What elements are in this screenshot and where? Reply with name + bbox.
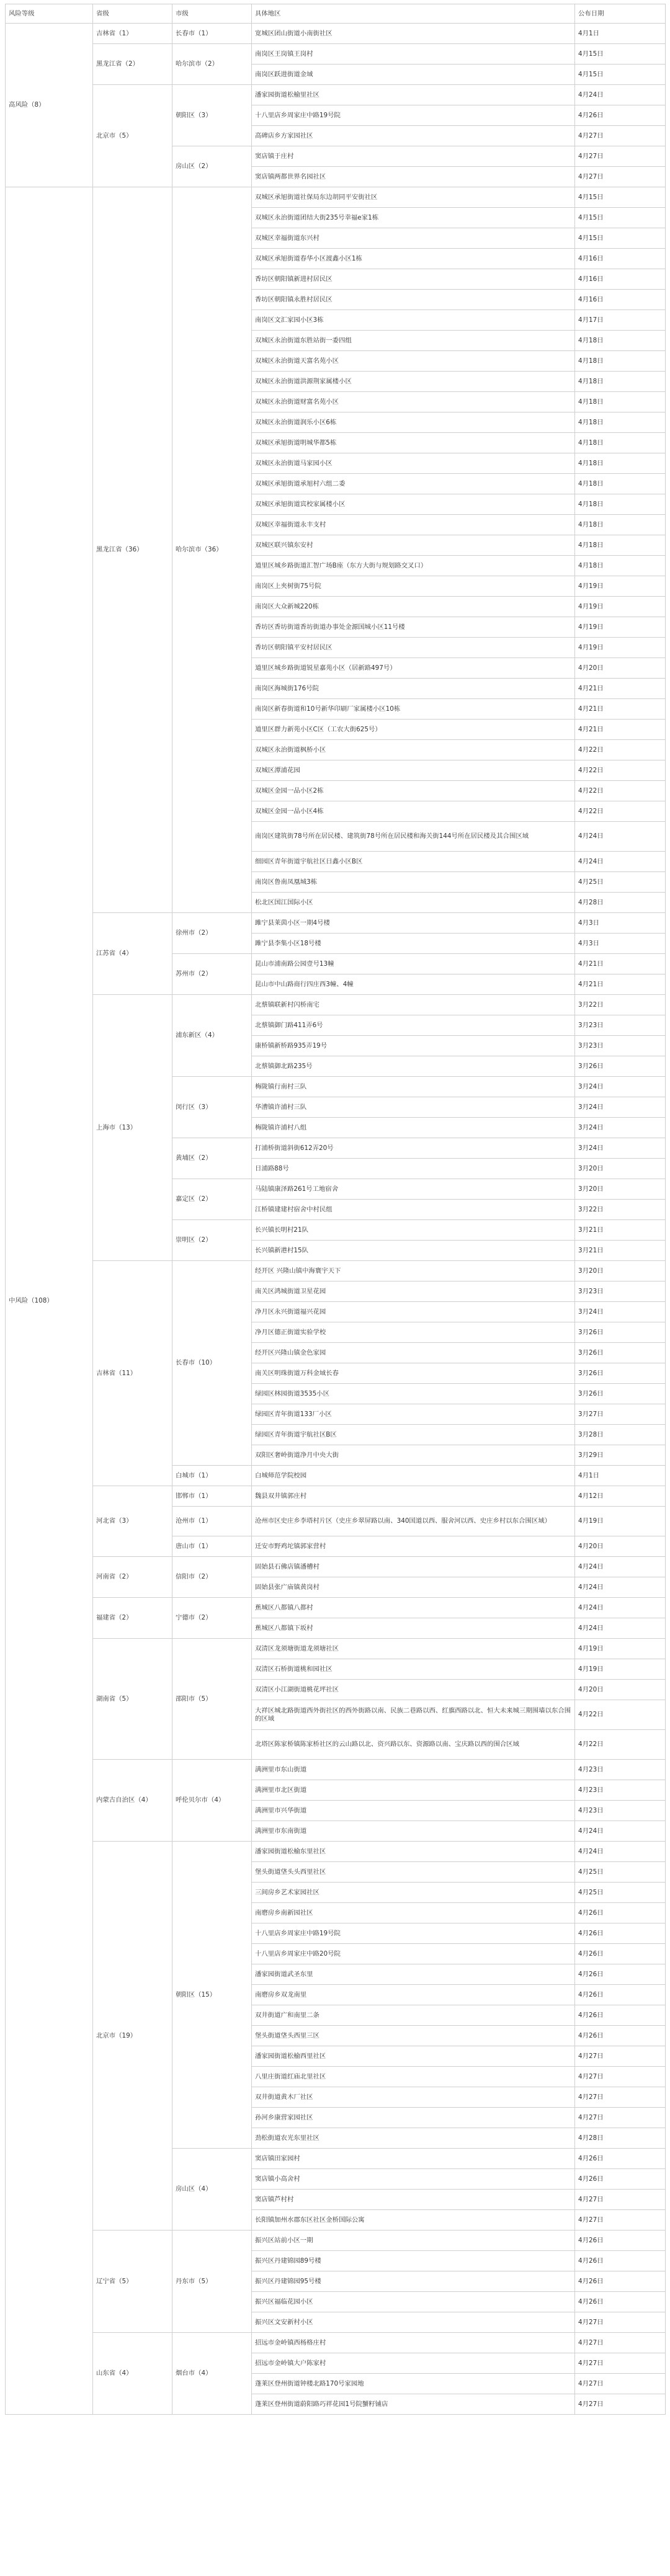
area-cell: 长兴镇长明村21队 [252, 1220, 575, 1241]
area-cell: 双城区金园一品小区2栋 [252, 781, 575, 801]
date-cell: 4月23日 [575, 1780, 666, 1801]
date-cell: 3月23日 [575, 1015, 666, 1036]
area-cell: 招远市金岭镇西杨格庄村 [252, 2333, 575, 2353]
date-cell: 3月22日 [575, 995, 666, 1015]
date-cell: 4月15日 [575, 208, 666, 228]
area-cell: 潘家园街道武圣东里 [252, 1964, 575, 1985]
city-cell: 哈尔滨市（2） [172, 44, 252, 85]
date-cell: 4月22日 [575, 740, 666, 760]
date-cell: 4月24日 [575, 1618, 666, 1639]
date-cell: 4月21日 [575, 974, 666, 995]
date-cell: 4月26日 [575, 2271, 666, 2292]
area-cell: 固始县张广庙镇黄岗村 [252, 1577, 575, 1598]
area-cell: 南岗区文汇家园小区3栋 [252, 310, 575, 331]
area-cell: 道里区群力新苑小区C区（工农大街625号） [252, 720, 575, 740]
province-cell: 内蒙古自治区（4） [93, 1760, 172, 1842]
area-cell: 孙河乡康营家园社区 [252, 2108, 575, 2128]
date-cell: 3月20日 [575, 1179, 666, 1200]
city-cell: 邯郸市（1） [172, 1486, 252, 1507]
area-cell: 蕉城区八都镇八都村 [252, 1598, 575, 1618]
date-cell: 4月18日 [575, 556, 666, 576]
area-cell: 南岗区大众新城220栋 [252, 597, 575, 617]
city-cell: 朝阳区（15） [172, 1842, 252, 2149]
area-cell: 双城区永治街道枫桥小区 [252, 740, 575, 760]
area-cell: 十八里店乡周家庄中路20号院 [252, 1944, 575, 1964]
area-cell: 北蔡镇御北路235号 [252, 1056, 575, 1077]
risk-level-cell: 高风险（8） [6, 24, 93, 187]
date-cell: 4月19日 [575, 1639, 666, 1659]
date-cell: 4月24日 [575, 852, 666, 872]
city-cell: 崇明区（2） [172, 1220, 252, 1261]
area-cell: 经开区 兴隆山镇中海寰宇天下 [252, 1261, 575, 1281]
area-cell: 南岗区新春街道和10号新华印刷厂家属楼小区10栋 [252, 699, 575, 720]
area-cell: 满洲里市东南街道 [252, 1821, 575, 1842]
city-cell: 房山区（4） [172, 2149, 252, 2231]
date-cell: 4月18日 [575, 351, 666, 372]
date-cell: 4月26日 [575, 2026, 666, 2046]
date-cell: 4月18日 [575, 331, 666, 351]
province-cell: 上海市（13） [93, 995, 172, 1261]
date-cell: 3月26日 [575, 1384, 666, 1404]
province-cell: 吉林省（1） [93, 24, 172, 44]
area-cell: 南岗区海城街176号院 [252, 679, 575, 699]
date-cell: 4月24日 [575, 1577, 666, 1598]
area-cell: 双城区永治街道洪源荆家属楼小区 [252, 372, 575, 392]
area-cell: 南关区明珠街道万科金域长春 [252, 1363, 575, 1384]
date-cell: 3月28日 [575, 1425, 666, 1445]
date-cell: 4月20日 [575, 1680, 666, 1700]
date-cell: 4月18日 [575, 515, 666, 535]
header-date: 公布日期 [575, 4, 666, 24]
city-cell: 丹东市（5） [172, 2231, 252, 2333]
city-cell: 长春市（10） [172, 1261, 252, 1466]
date-cell: 4月28日 [575, 2128, 666, 2149]
area-cell: 马陆镇康泽路261号工地宿舍 [252, 1179, 575, 1200]
area-cell: 沧州市区史庄乡李塔村片区（史庄乡翠屏路以南、340国道以西、服舍河以西、史庄乡村以东合围区域） [252, 1507, 575, 1536]
area-cell: 宽城区团山街道小南街社区 [252, 24, 575, 44]
date-cell: 4月21日 [575, 679, 666, 699]
area-cell: 八里庄街道红庙北里社区 [252, 2067, 575, 2087]
date-cell: 4月23日 [575, 1801, 666, 1821]
date-cell: 4月18日 [575, 474, 666, 494]
header-city: 市级 [172, 4, 252, 24]
area-cell: 梅陇镇许浦村八组 [252, 1118, 575, 1138]
date-cell: 4月12日 [575, 1486, 666, 1507]
area-cell: 南岗区王岗镇王岗村 [252, 44, 575, 65]
date-cell: 4月15日 [575, 44, 666, 65]
city-cell: 浦东新区（4） [172, 995, 252, 1077]
date-cell: 4月21日 [575, 699, 666, 720]
area-cell: 堡头街道垡头西里三区 [252, 2026, 575, 2046]
area-cell: 双阳区奢岭街道净月中央大街 [252, 1445, 575, 1466]
area-cell: 振兴区站前小区一期 [252, 2231, 575, 2251]
table-header-row [6, 4, 666, 24]
area-cell: 绿园区林园街道3535小区 [252, 1384, 575, 1404]
table-row [6, 1639, 666, 1659]
date-cell: 4月27日 [575, 2108, 666, 2128]
area-cell: 梅陇镇行南村三队 [252, 1077, 575, 1097]
date-cell: 3月24日 [575, 1077, 666, 1097]
area-cell: 香坊区朝阳镇平安村居民区 [252, 638, 575, 658]
area-cell: 南磨房乡双龙南里 [252, 1985, 575, 2005]
date-cell: 3月26日 [575, 1363, 666, 1384]
area-cell: 净月区永兴街道福兴花园 [252, 1302, 575, 1322]
table-row [6, 44, 666, 65]
city-cell: 呼伦贝尔市（4） [172, 1760, 252, 1842]
city-cell: 徐州市（2） [172, 913, 252, 954]
date-cell: 4月27日 [575, 126, 666, 146]
area-cell: 香坊区朝阳镇新进村居民区 [252, 269, 575, 290]
area-cell: 昆山市浦南路公园壹号13幢 [252, 954, 575, 974]
date-cell: 4月27日 [575, 2333, 666, 2353]
date-cell: 3月24日 [575, 1118, 666, 1138]
date-cell: 3月26日 [575, 1056, 666, 1077]
date-cell: 4月16日 [575, 269, 666, 290]
date-cell: 4月3日 [575, 913, 666, 934]
date-cell: 4月26日 [575, 2005, 666, 2026]
area-cell: 蓬莱区登州街道钟楼北路170号家园地 [252, 2374, 575, 2394]
date-cell: 4月25日 [575, 1883, 666, 1903]
area-cell: 窦店镇两都世界名园社区 [252, 167, 575, 187]
date-cell: 4月24日 [575, 1842, 666, 1862]
area-cell: 细园区青年街道宇航社区日鑫小区B区 [252, 852, 575, 872]
area-cell: 绿园区青年街道133厂小区 [252, 1404, 575, 1425]
header-risk-level: 风险等级 [6, 4, 93, 24]
area-cell: 松北区国江国际小区 [252, 893, 575, 913]
area-cell: 南岗区上夹树街75号院 [252, 576, 575, 597]
date-cell: 4月27日 [575, 2374, 666, 2394]
date-cell: 4月18日 [575, 392, 666, 412]
city-cell: 苏州市（2） [172, 954, 252, 995]
area-cell: 双城区幸福街道永丰支村 [252, 515, 575, 535]
date-cell: 4月27日 [575, 167, 666, 187]
area-cell: 窦店镇于庄村 [252, 146, 575, 167]
date-cell: 4月19日 [575, 597, 666, 617]
date-cell: 4月26日 [575, 1903, 666, 1923]
area-cell: 绿园区青年街道宇航社区B区 [252, 1425, 575, 1445]
date-cell: 4月24日 [575, 85, 666, 105]
area-cell: 窦店镇小高舍村 [252, 2169, 575, 2190]
date-cell: 4月16日 [575, 290, 666, 310]
date-cell: 4月24日 [575, 1598, 666, 1618]
header-province: 省级 [93, 4, 172, 24]
city-cell: 白城市（1） [172, 1466, 252, 1486]
city-cell: 信阳市（2） [172, 1557, 252, 1598]
area-cell: 三间房乡艺术家园社区 [252, 1883, 575, 1903]
date-cell: 4月21日 [575, 954, 666, 974]
area-cell: 香坊区香坊街道香坊街道办事处金源国城小区11号楼 [252, 617, 575, 638]
date-cell: 4月22日 [575, 781, 666, 801]
date-cell: 4月27日 [575, 2312, 666, 2333]
area-cell: 满洲里市兴华街道 [252, 1801, 575, 1821]
date-cell: 4月24日 [575, 1557, 666, 1577]
area-cell: 潘家园街道松榆西里社区 [252, 2046, 575, 2067]
province-cell: 福建省（2） [93, 1598, 172, 1639]
date-cell: 4月1日 [575, 1466, 666, 1486]
date-cell: 4月19日 [575, 1659, 666, 1680]
date-cell: 3月26日 [575, 1343, 666, 1363]
date-cell: 4月26日 [575, 1985, 666, 2005]
date-cell: 4月27日 [575, 2353, 666, 2374]
province-cell: 黑龙江省（36） [93, 187, 172, 913]
date-cell: 3月27日 [575, 1404, 666, 1425]
date-cell: 4月25日 [575, 872, 666, 893]
province-cell: 辽宁省（5） [93, 2231, 172, 2333]
date-cell: 3月21日 [575, 1220, 666, 1241]
area-cell: 双城区永治街道财富名苑小区 [252, 392, 575, 412]
table-row [6, 1598, 666, 1618]
date-cell: 4月26日 [575, 2149, 666, 2169]
area-cell: 双城区永治街道润乐小区6栋 [252, 412, 575, 433]
date-cell: 4月24日 [575, 1821, 666, 1842]
city-cell: 长春市（1） [172, 24, 252, 44]
date-cell: 4月26日 [575, 2169, 666, 2190]
area-cell: 大祥区城北路街道西外街社区的西外街路以南、民族二巷路以西、红旗西路以北、恒大未来城三期围墙以东合围的区域 [252, 1700, 575, 1730]
area-cell: 道里区城乡路街道锐星嘉苑小区（居新路497号） [252, 658, 575, 679]
province-cell: 湖南省（5） [93, 1639, 172, 1760]
area-cell: 固始县石佛店镇潘槽村 [252, 1557, 575, 1577]
area-cell: 高碑店乡方家园社区 [252, 126, 575, 146]
date-cell: 3月24日 [575, 1302, 666, 1322]
date-cell: 4月20日 [575, 658, 666, 679]
date-cell: 4月18日 [575, 412, 666, 433]
date-cell: 4月26日 [575, 1944, 666, 1964]
table-row [6, 1760, 666, 1780]
area-cell: 白城师范学院校园 [252, 1466, 575, 1486]
city-cell: 宁德市（2） [172, 1598, 252, 1639]
area-cell: 劲松街道农光东里社区 [252, 2128, 575, 2149]
area-cell: 双清区小江湖街道桃花坪社区 [252, 1680, 575, 1700]
city-cell: 黄埔区（2） [172, 1138, 252, 1179]
area-cell: 长兴镇新港村15队 [252, 1241, 575, 1261]
area-cell: 双城区幸福街道东兴村 [252, 228, 575, 249]
date-cell: 4月27日 [575, 2210, 666, 2231]
date-cell: 4月22日 [575, 1700, 666, 1730]
date-cell: 4月16日 [575, 249, 666, 269]
area-cell: 长阳镇加州水郡东区社区金桥国际公寓 [252, 2210, 575, 2231]
table-row [6, 85, 666, 105]
date-cell: 4月25日 [575, 1862, 666, 1883]
date-cell: 4月26日 [575, 2231, 666, 2251]
area-cell: 双清区石桥街道桃和园社区 [252, 1659, 575, 1680]
table-row [6, 187, 666, 208]
province-cell: 吉林省（11） [93, 1261, 172, 1486]
risk-level-cell: 中风险（108） [6, 187, 93, 2415]
table-row [6, 1842, 666, 1862]
table-row [6, 2231, 666, 2251]
area-cell: 北蔡镇御门路411弄6号 [252, 1015, 575, 1036]
date-cell: 3月24日 [575, 1097, 666, 1118]
area-cell: 十八里店乡周家庄中路19号院 [252, 105, 575, 126]
area-cell: 双城区承旭街道宾校家属楼小区 [252, 494, 575, 515]
date-cell: 4月27日 [575, 2046, 666, 2067]
table-row [6, 2333, 666, 2353]
area-cell: 双井街道黄木厂社区 [252, 2087, 575, 2108]
area-cell: 双城区金园一品小区4栋 [252, 801, 575, 822]
city-cell: 哈尔滨市（36） [172, 187, 252, 913]
date-cell: 3月23日 [575, 1281, 666, 1302]
area-cell: 双城区承旭街道承旭村六组二委 [252, 474, 575, 494]
area-cell: 南岗区建筑街78号所在居民楼、建筑街78号所在居民楼和海关街144号所在居民楼及其合围区域 [252, 822, 575, 852]
table-row [6, 24, 666, 44]
city-cell: 嘉定区（2） [172, 1179, 252, 1220]
city-cell: 唐山市（1） [172, 1536, 252, 1557]
city-cell: 邵阳市（5） [172, 1639, 252, 1760]
area-cell: 潘家园街道松榆里社区 [252, 85, 575, 105]
area-cell: 北塔区陈家桥镇陈家桥社区的云山路以北、资兴路以东、资源路以南、宝庆路以西的围合区域 [252, 1730, 575, 1760]
date-cell: 4月15日 [575, 228, 666, 249]
date-cell: 4月22日 [575, 1730, 666, 1760]
date-cell: 4月18日 [575, 453, 666, 474]
area-cell: 双城区承旭街道春华小区渡鑫小区1栋 [252, 249, 575, 269]
table-row [6, 1261, 666, 1281]
date-cell: 4月26日 [575, 105, 666, 126]
date-cell: 4月19日 [575, 638, 666, 658]
area-cell: 蓬莱区登州街道蔚阳路巧祥花园1号院蟹籽铺店 [252, 2394, 575, 2415]
date-cell: 4月24日 [575, 822, 666, 852]
date-cell: 4月18日 [575, 372, 666, 392]
area-cell: 蕉城区八都镇下坂村 [252, 1618, 575, 1639]
date-cell: 4月27日 [575, 2394, 666, 2415]
table-body [6, 24, 666, 2415]
area-cell: 江桥镇建建村宿舍中村民组 [252, 1200, 575, 1220]
city-cell: 沧州市（1） [172, 1507, 252, 1536]
date-cell: 4月18日 [575, 433, 666, 453]
area-cell: 潘家园街道松榆东里社区 [252, 1842, 575, 1862]
table-row [6, 995, 666, 1015]
area-cell: 香坊区朝阳镇永胜村居民区 [252, 290, 575, 310]
date-cell: 3月21日 [575, 1241, 666, 1261]
province-cell: 黑龙江省（2） [93, 44, 172, 85]
date-cell: 4月22日 [575, 801, 666, 822]
date-cell: 4月27日 [575, 2087, 666, 2108]
province-cell: 河南省（2） [93, 1557, 172, 1598]
area-cell: 窦店镇田家园村 [252, 2149, 575, 2169]
table-row [6, 1486, 666, 1507]
date-cell: 4月26日 [575, 2251, 666, 2271]
province-cell: 江苏省（4） [93, 913, 172, 995]
city-cell: 烟台市（4） [172, 2333, 252, 2415]
area-cell: 道里区城乡路街道汇智广场B座（东方大街与规划路交叉口） [252, 556, 575, 576]
area-cell: 南岗区跃进街道金域 [252, 65, 575, 85]
area-cell: 双城区永治街道马家园小区 [252, 453, 575, 474]
date-cell: 3月29日 [575, 1445, 666, 1466]
date-cell: 3月20日 [575, 1261, 666, 1281]
area-cell: 魏县双井镇郭庄村 [252, 1486, 575, 1507]
date-cell: 4月15日 [575, 65, 666, 85]
province-cell: 北京市（5） [93, 85, 172, 187]
date-cell: 4月26日 [575, 1964, 666, 1985]
area-cell: 双井街道广和南里二条 [252, 2005, 575, 2026]
date-cell: 4月28日 [575, 893, 666, 913]
area-cell: 雎宁县李集小区18号楼 [252, 934, 575, 954]
date-cell: 4月19日 [575, 617, 666, 638]
province-cell: 河北省（3） [93, 1486, 172, 1557]
date-cell: 4月3日 [575, 934, 666, 954]
risk-area-table [5, 4, 666, 2415]
area-cell: 双城区承旭街道社保局东边胡同平安街社区 [252, 187, 575, 208]
date-cell: 4月19日 [575, 1507, 666, 1536]
date-cell: 4月15日 [575, 187, 666, 208]
date-cell: 3月20日 [575, 1159, 666, 1179]
date-cell: 4月27日 [575, 146, 666, 167]
area-cell: 双城区联兴镇东安村 [252, 535, 575, 556]
area-cell: 十八里店乡周家庄中路19号院 [252, 1923, 575, 1944]
area-cell: 堡头街道垡头头西里社区 [252, 1862, 575, 1883]
date-cell: 4月23日 [575, 1760, 666, 1780]
area-cell: 满洲里市东山街道 [252, 1760, 575, 1780]
area-cell: 经开区兴隆山镇金色家园 [252, 1343, 575, 1363]
area-cell: 振兴区文安新村小区 [252, 2312, 575, 2333]
date-cell: 3月23日 [575, 1036, 666, 1056]
date-cell: 3月26日 [575, 1322, 666, 1343]
area-cell: 窦店镇芦村村 [252, 2190, 575, 2210]
date-cell: 4月18日 [575, 494, 666, 515]
area-cell: 南关区鸿城街道卫星花园 [252, 1281, 575, 1302]
area-cell: 昆山市中山路商行四庄西3幢、4幢 [252, 974, 575, 995]
area-cell: 打浦桥街道斜街612弄20号 [252, 1138, 575, 1159]
date-cell: 4月22日 [575, 760, 666, 781]
date-cell: 4月26日 [575, 1923, 666, 1944]
city-cell: 朝阳区（3） [172, 85, 252, 146]
area-cell: 净月区德正街道实验学校 [252, 1322, 575, 1343]
date-cell: 4月27日 [575, 2190, 666, 2210]
area-cell: 日浦路88号 [252, 1159, 575, 1179]
date-cell: 4月19日 [575, 576, 666, 597]
area-cell: 招远市金岭镇大户陈家村 [252, 2353, 575, 2374]
header-area: 具体地区 [252, 4, 575, 24]
area-cell: 双城区永治街道东胜站街一委四组 [252, 331, 575, 351]
date-cell: 3月22日 [575, 1200, 666, 1220]
area-cell: 满洲里市北区街道 [252, 1780, 575, 1801]
table-row [6, 913, 666, 934]
date-cell: 3月24日 [575, 1138, 666, 1159]
area-cell: 雎宁县莱茵小区一期4号楼 [252, 913, 575, 934]
area-cell: 南磨房乡南新园社区 [252, 1903, 575, 1923]
area-cell: 振兴区丹建锦园89号楼 [252, 2251, 575, 2271]
area-cell: 双城区承旭街道明城华都5栋 [252, 433, 575, 453]
area-cell: 华漕镇许浦村三队 [252, 1097, 575, 1118]
date-cell: 4月21日 [575, 720, 666, 740]
province-cell: 北京市（19） [93, 1842, 172, 2231]
area-cell: 双城区永治街道团结大街235号幸福e家1栋 [252, 208, 575, 228]
date-cell: 4月1日 [575, 24, 666, 44]
date-cell: 4月17日 [575, 310, 666, 331]
date-cell: 4月26日 [575, 2292, 666, 2312]
date-cell: 4月27日 [575, 2067, 666, 2087]
area-cell: 北蔡镇联新村闪桥南宅 [252, 995, 575, 1015]
date-cell: 4月18日 [575, 535, 666, 556]
area-cell: 双城区潭浦花园 [252, 760, 575, 781]
area-cell: 南岗区鲁南凤凰城3栋 [252, 872, 575, 893]
date-cell: 4月20日 [575, 1536, 666, 1557]
area-cell: 双清区龙须塘街道龙须塘社区 [252, 1639, 575, 1659]
city-cell: 房山区（2） [172, 146, 252, 187]
area-cell: 振兴区丹建锦园95号楼 [252, 2271, 575, 2292]
area-cell: 双城区永治街道天富名苑小区 [252, 351, 575, 372]
area-cell: 康桥镇新桥路935弄19号 [252, 1036, 575, 1056]
city-cell: 闵行区（3） [172, 1077, 252, 1138]
table-row [6, 1557, 666, 1577]
area-cell: 迁安市野鸡坨镇郭家营村 [252, 1536, 575, 1557]
area-cell: 振兴区福临花园小区 [252, 2292, 575, 2312]
province-cell: 山东省（4） [93, 2333, 172, 2415]
